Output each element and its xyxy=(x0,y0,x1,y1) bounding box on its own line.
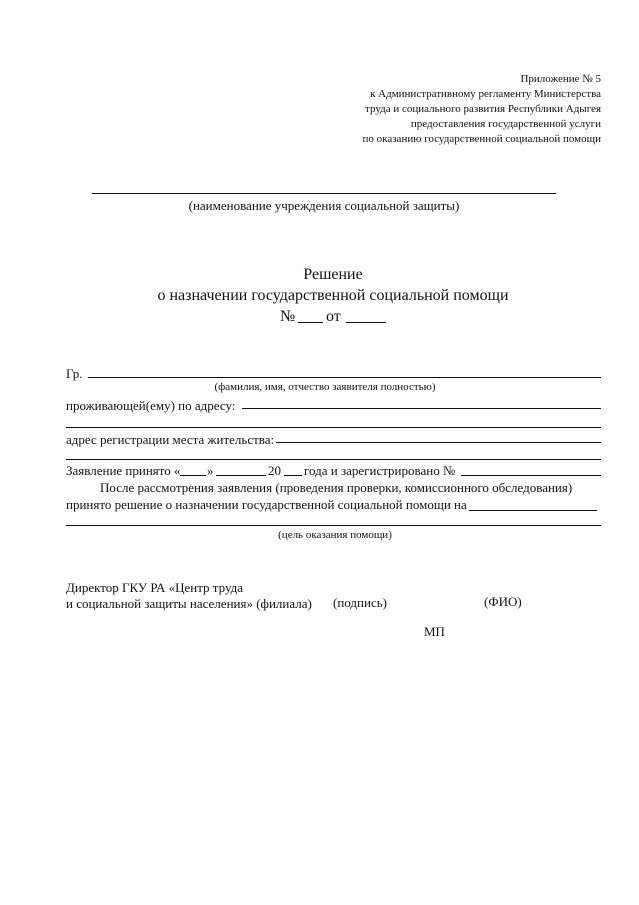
decision-paragraph-line2: принято решение о назначении государственной социальной помощи на xyxy=(66,497,467,512)
appendix-line: предоставления государственной услуги xyxy=(410,118,601,130)
address-field-continued[interactable] xyxy=(66,427,601,428)
statement-text-end: года и зарегистрировано № xyxy=(304,463,456,478)
purpose-caption: (цель оказания помощи) xyxy=(278,529,392,541)
decision-paragraph-line1: После рассмотрения заявления (проведения проверки, комиссионного обследования) xyxy=(100,480,573,495)
institution-name-field[interactable] xyxy=(92,193,556,194)
director-line1: Директор ГКУ РА «Центр труда xyxy=(66,580,244,595)
name-caption: (ФИО) xyxy=(484,594,522,609)
purpose-field[interactable] xyxy=(66,525,601,526)
citizen-caption: (фамилия, имя, отчество заявителя полностью) xyxy=(214,381,436,393)
appendix-line: Приложение № 5 xyxy=(520,73,601,85)
statement-month-field[interactable] xyxy=(216,475,266,476)
appendix-header xyxy=(363,72,601,147)
statement-quote-close: » xyxy=(207,463,214,478)
registration-field[interactable] xyxy=(276,442,601,443)
appendix-line: к Административному регламенту Министерства xyxy=(370,88,601,100)
citizen-label: Гр. xyxy=(66,366,83,381)
registration-label: адрес регистрации места жительства: xyxy=(66,432,275,447)
address-field[interactable] xyxy=(242,408,601,409)
statement-year-field[interactable] xyxy=(284,475,302,476)
address-label: проживающей(ему) по адресу: xyxy=(66,398,236,413)
citizen-field[interactable] xyxy=(88,377,601,378)
statement-text-start: Заявление принято « xyxy=(66,463,181,478)
statement-day-field[interactable] xyxy=(180,475,206,476)
document-title: Решение xyxy=(303,266,363,283)
number-prefix: № xyxy=(280,308,296,325)
document-subtitle: о назначении государственной социальной помощи xyxy=(157,287,509,304)
registration-field-continued[interactable] xyxy=(66,459,601,460)
appendix-line: труда и социального развития Республики Адыгея xyxy=(365,103,601,115)
registration-number-field[interactable] xyxy=(461,475,601,476)
date-field[interactable] xyxy=(346,322,386,323)
signature-caption: (подпись) xyxy=(333,595,387,610)
stamp-label: МП xyxy=(424,624,445,639)
statement-year-prefix: 20 xyxy=(268,463,281,478)
director-line2: и социальной защиты населения» (филиала) xyxy=(66,596,312,611)
decision-field[interactable] xyxy=(469,510,597,511)
number-field[interactable] xyxy=(298,322,323,323)
appendix-line: по оказанию государственной социальной помощи xyxy=(362,133,601,145)
number-from-label: от xyxy=(326,308,341,325)
institution-caption: (наименование учреждения социальной защиты) xyxy=(188,198,460,213)
